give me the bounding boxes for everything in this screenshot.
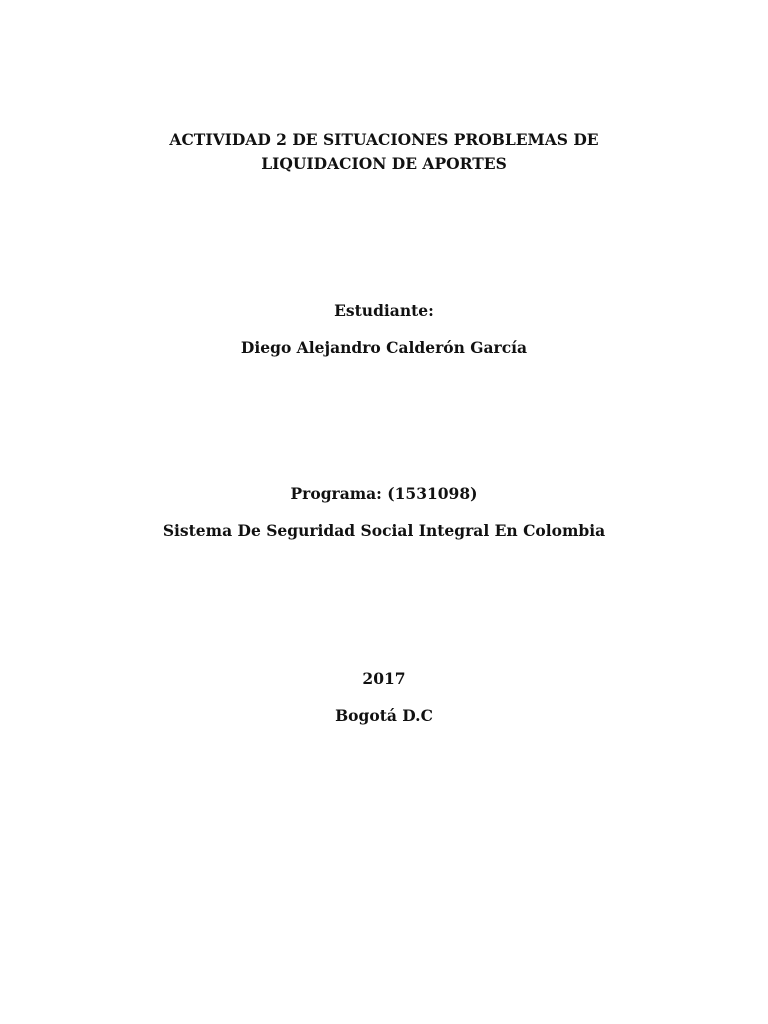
student-name: Diego Alejandro Calderón García bbox=[240, 338, 528, 357]
title-line-2: LIQUIDACION DE APORTES bbox=[261, 154, 507, 173]
student-label: Estudiante: bbox=[334, 301, 434, 320]
program-name: Sistema De Seguridad Social Integral En Colombia bbox=[162, 521, 606, 540]
year: 2017 bbox=[362, 669, 406, 688]
title-line-1: ACTIVIDAD 2 DE SITUACIONES PROBLEMAS DE bbox=[169, 130, 599, 149]
document-title bbox=[0, 128, 768, 176]
city: Bogotá D.C bbox=[335, 706, 433, 725]
program-label: Programa: (1531098) bbox=[290, 484, 478, 503]
